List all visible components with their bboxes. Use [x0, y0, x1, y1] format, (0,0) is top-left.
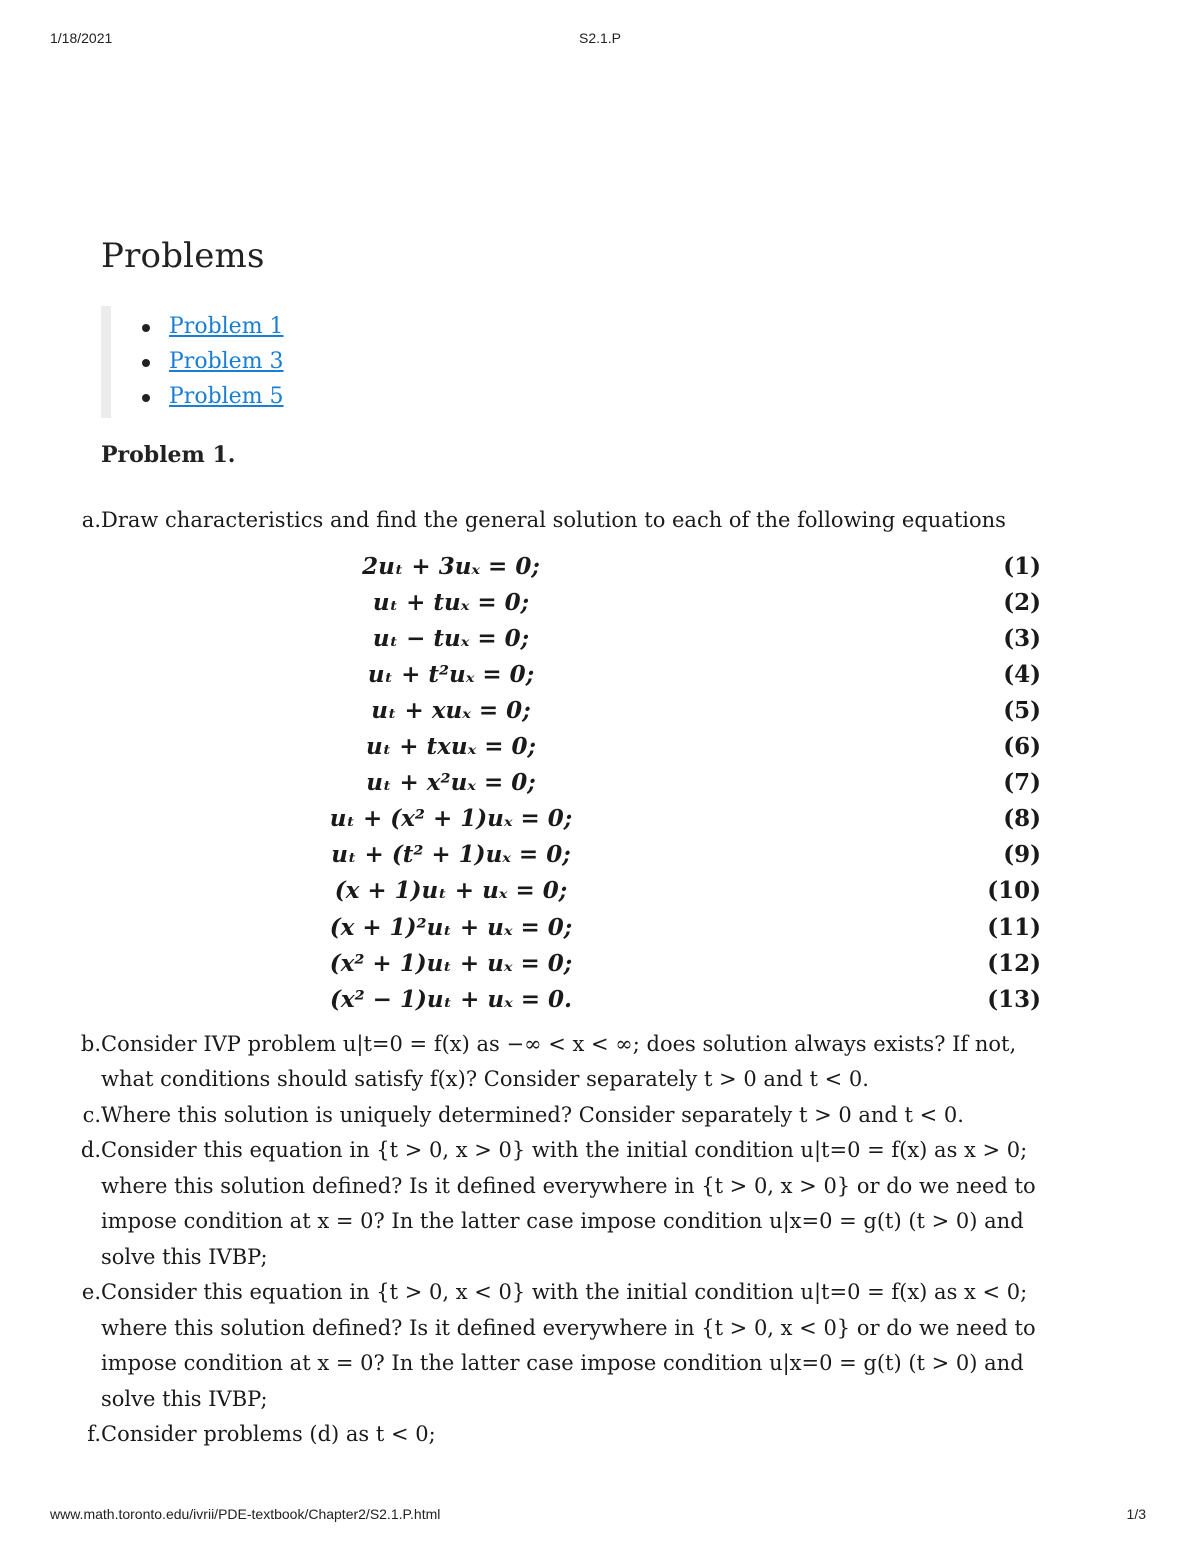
toc-link-problem-5[interactable]: Problem 5 — [169, 384, 284, 409]
equation-number: (5) — [1003, 696, 1041, 724]
equation-expression: uₜ − tuₓ = 0; — [372, 624, 530, 652]
item-e — [81, 1275, 1061, 1417]
equation-expression: (x + 1)uₜ + uₓ = 0; — [334, 877, 568, 905]
item-text: Consider this equation in {t > 0, x < 0} with the initial condition u|t=0 = f(x) as x < 0; where this solution defined? Is it defined everywhere in {t > 0, x < 0} or do we need to impose condition at x = 0? In the latter case impose condition u|x=0 = g(t) (t > 0) and solve this IVBP; — [101, 1280, 1036, 1411]
item-text: Consider problems (d) as t < 0; — [101, 1422, 436, 1446]
equation-row — [101, 729, 1041, 765]
toc-list — [135, 309, 435, 414]
equation-number: (12) — [987, 949, 1041, 977]
item-text: Where this solution is uniquely determined? Consider separately t > 0 and t < 0. — [101, 1102, 964, 1127]
equation-number: (13) — [987, 985, 1041, 1013]
equation-number: (4) — [1003, 660, 1041, 688]
equation-row — [101, 549, 1041, 585]
print-title: S2.1.P — [578, 30, 622, 46]
main-content — [80, 236, 1061, 1453]
item-marker: d. — [80, 1138, 101, 1162]
toc-item — [135, 344, 435, 379]
item-b — [80, 1027, 1061, 1098]
equation-number: (11) — [987, 913, 1041, 941]
equation-number: (6) — [1003, 733, 1041, 760]
toc-link-problem-1[interactable]: Problem 1 — [169, 314, 284, 339]
item-f — [87, 1417, 1061, 1453]
equation-expression: uₜ + txuₓ = 0; — [365, 733, 536, 760]
equation-row — [101, 693, 1041, 729]
item-c — [82, 1098, 1061, 1134]
equation-number: (1) — [1003, 552, 1041, 580]
equation-row — [101, 837, 1041, 873]
toc-item — [135, 379, 435, 414]
equation-row — [101, 910, 1041, 946]
equation-number: (9) — [1003, 841, 1041, 869]
print-date: 1/18/2021 — [50, 30, 113, 46]
equation-expression: (x² − 1)uₜ + uₓ = 0. — [329, 985, 573, 1013]
item-marker: b. — [80, 1031, 101, 1056]
equation-row — [101, 982, 1041, 1018]
equation-expression: uₜ + x²uₓ = 0; — [366, 769, 536, 797]
equation-expression: (x + 1)²uₜ + uₓ = 0; — [329, 913, 573, 941]
equation-number: (8) — [1003, 805, 1041, 833]
equation-number: (10) — [987, 877, 1041, 905]
equation-row — [101, 873, 1041, 909]
page-title: Problems — [101, 236, 265, 276]
item-text: Consider this equation in {t > 0, x > 0} with the initial condition u|t=0 = f(x) as x > 0; where this solution defined? Is it defined everywhere in {t > 0, x > 0} or do we need to impose condition at x = 0? In the latter case impose condition u|x=0 = g(t) (t > 0) and solve this IVBP; — [101, 1138, 1036, 1269]
print-url: www.math.toronto.edu/ivrii/PDE-textbook/Chapter2/S2.1.P.html — [50, 1506, 441, 1522]
equation-row — [101, 765, 1041, 801]
item-marker: c. — [82, 1102, 101, 1127]
print-page-number: 1/3 — [1126, 1506, 1146, 1522]
item-a — [81, 503, 1061, 539]
equations-list — [101, 549, 1061, 1019]
equation-expression: uₜ + (x² + 1)uₓ = 0; — [329, 805, 573, 833]
item-marker: f. — [87, 1422, 101, 1446]
equation-row — [101, 585, 1041, 621]
toc-item — [135, 309, 435, 344]
equation-row — [101, 946, 1041, 982]
equation-expression: (x² + 1)uₜ + uₓ = 0; — [329, 949, 573, 977]
equation-number: (7) — [1003, 769, 1041, 797]
equation-row — [101, 657, 1041, 693]
equation-row — [101, 801, 1041, 837]
equation-expression: uₜ + t²uₓ = 0; — [367, 660, 535, 688]
equation-expression: 2uₜ + 3uₓ = 0; — [362, 552, 540, 580]
items-list — [80, 1027, 1061, 1453]
equation-expression: uₜ + (t² + 1)uₓ = 0; — [331, 841, 571, 869]
item-text: Consider IVP problem u|t=0 = f(x) as −∞ < x < ∞; does solution always exists? If not, what conditions should satisfy f(x)? Consider separately t > 0 and t < 0. — [101, 1031, 1017, 1091]
equation-row — [101, 621, 1041, 657]
equation-number: (2) — [1003, 588, 1041, 616]
item-marker: a. — [81, 508, 101, 532]
equation-expression: uₜ + xuₓ = 0; — [371, 696, 531, 724]
equation-number: (3) — [1003, 624, 1041, 652]
item-text: Draw characteristics and find the general solution to each of the following equations — [101, 508, 1006, 532]
item-marker: e. — [81, 1280, 101, 1304]
problem-title: Problem 1. — [101, 442, 236, 468]
table-of-contents — [101, 306, 435, 418]
item-d — [80, 1133, 1061, 1275]
equation-expression: uₜ + tuₓ = 0; — [372, 588, 530, 616]
toc-link-problem-3[interactable]: Problem 3 — [169, 349, 284, 374]
